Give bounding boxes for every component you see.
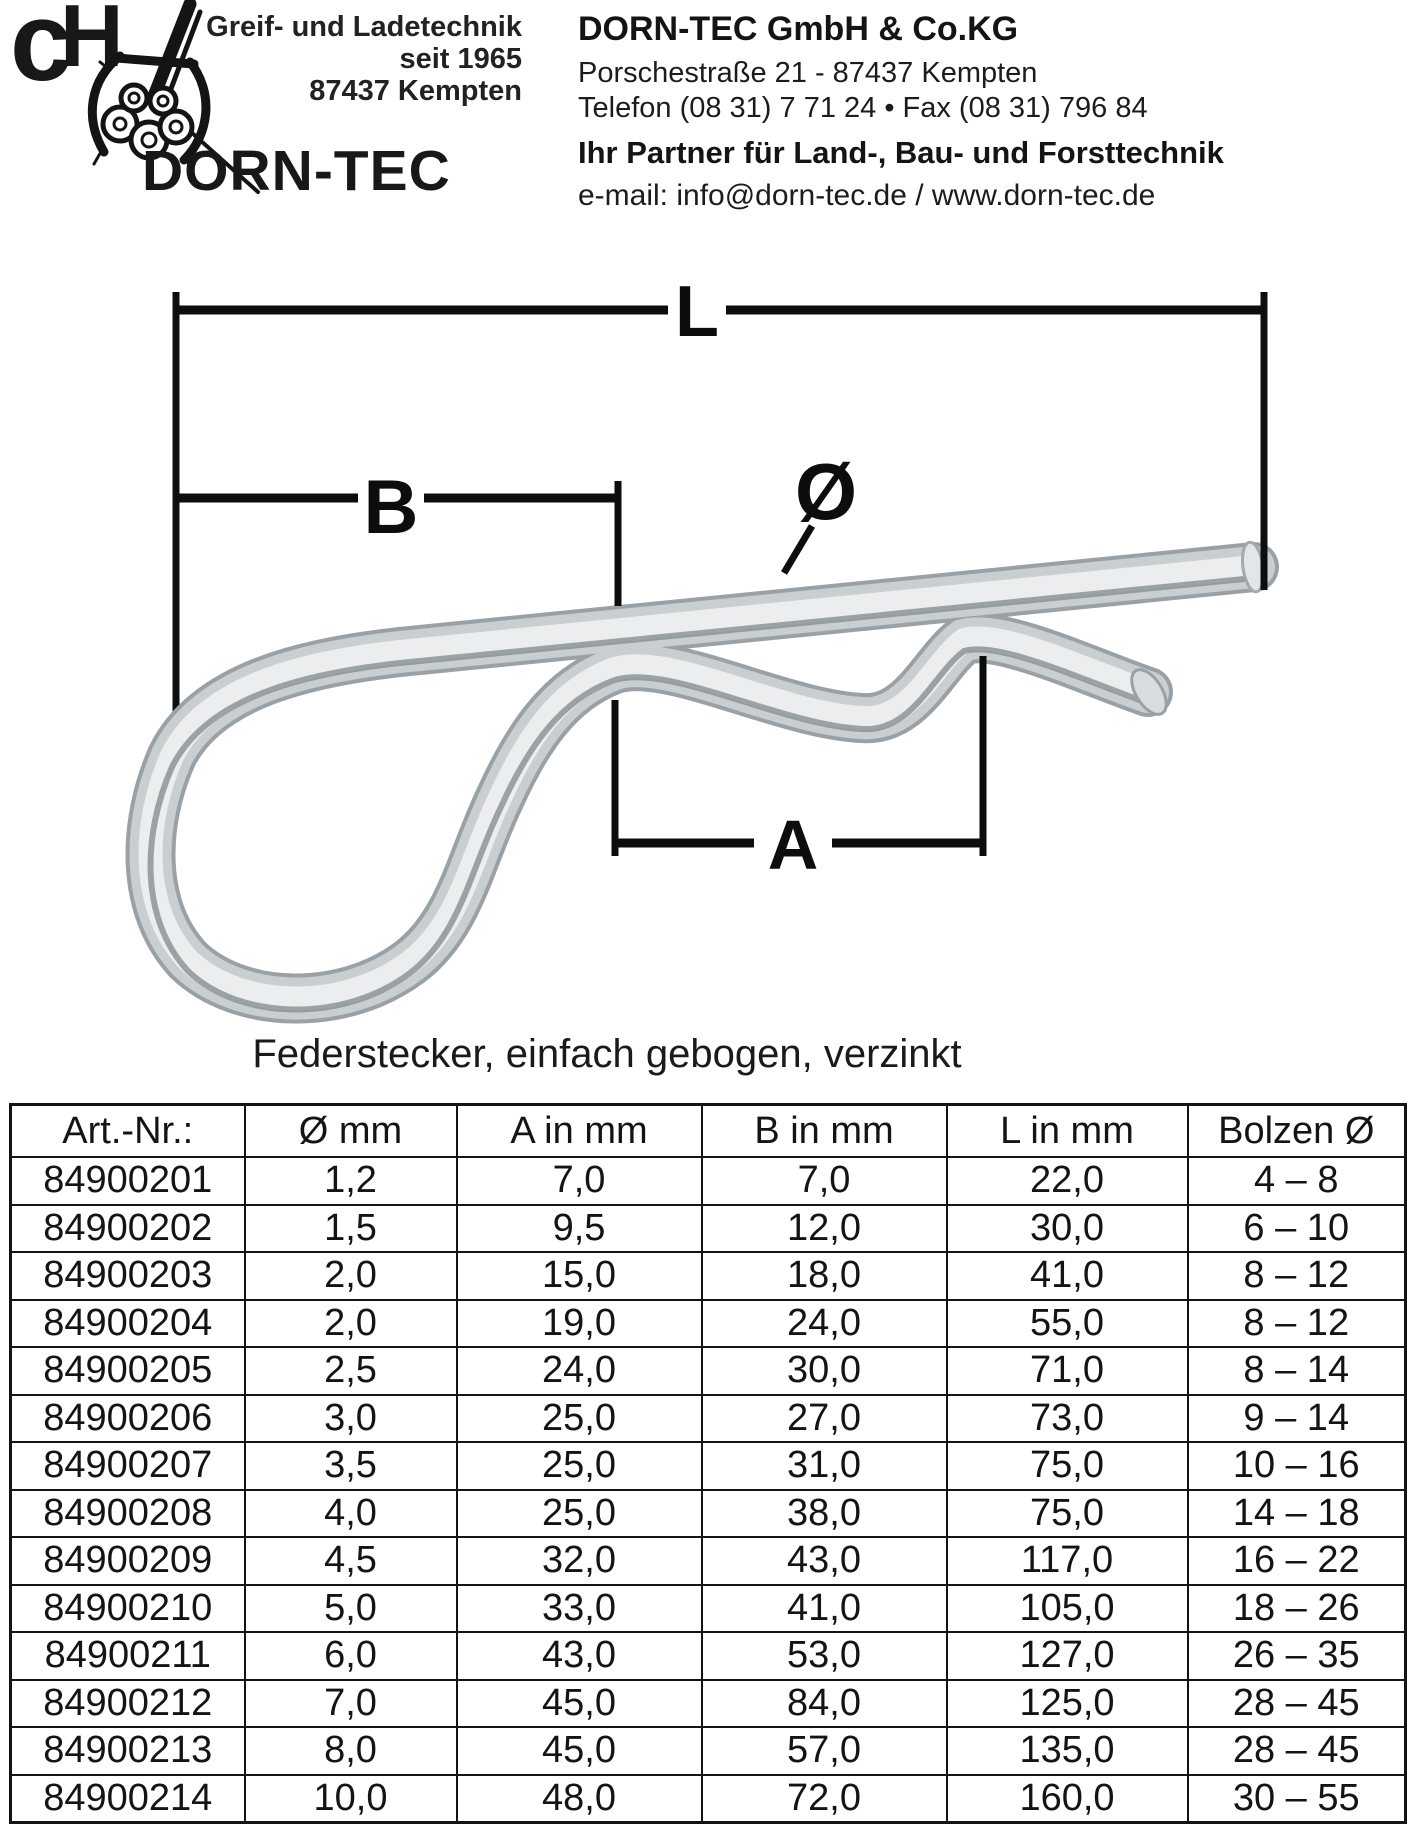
table-cell: 84900206 [11,1395,245,1443]
table-row [11,1205,1406,1253]
company-email-web: e-mail: info@dorn-tec.de / www.dorn-tec.de [578,179,1156,212]
table-cell: 33,0 [457,1585,702,1633]
table-cell: 41,0 [947,1252,1188,1300]
table-cell: 5,0 [245,1585,457,1633]
table-cell: 105,0 [947,1585,1188,1633]
company-phone-fax: Telefon (08 31) 7 71 24 • Fax (08 31) 796 84 [578,92,1148,124]
table-cell: 125,0 [947,1680,1188,1728]
table-cell: 84900212 [11,1680,245,1728]
column-header: L in mm [947,1105,1188,1158]
table-row [11,1157,1406,1205]
table-row [11,1585,1406,1633]
table-cell: 53,0 [702,1632,947,1680]
table-cell: 84900204 [11,1300,245,1348]
table-cell: 84900214 [11,1775,245,1823]
table-cell: 10 – 16 [1188,1442,1406,1490]
spec-table-body [11,1157,1406,1823]
brand-wordmark: DORN-TEC [142,139,451,203]
table-cell: 2,0 [245,1252,457,1300]
table-row [11,1347,1406,1395]
table-cell: 28 – 45 [1188,1727,1406,1775]
table-cell: 24,0 [457,1347,702,1395]
table-cell: 30,0 [947,1205,1188,1253]
table-cell: 84900208 [11,1490,245,1538]
table-cell: 1,2 [245,1157,457,1205]
table-cell: 25,0 [457,1442,702,1490]
table-cell: 7,0 [245,1680,457,1728]
tagline-line-1: Greif- und Ladetechnik [206,11,522,43]
table-cell: 28 – 45 [1188,1680,1406,1728]
column-header: B in mm [702,1105,947,1158]
table-cell: 22,0 [947,1157,1188,1205]
dimension-label-A: A [767,806,819,884]
table-cell: 32,0 [457,1537,702,1585]
company-name: DORN-TEC GmbH & Co.KG [578,10,1019,48]
table-cell: 12,0 [702,1205,947,1253]
table-cell: 84900210 [11,1585,245,1633]
table-cell: 84900201 [11,1157,245,1205]
table-cell: 7,0 [702,1157,947,1205]
table-row [11,1442,1406,1490]
column-header: Ø mm [245,1105,457,1158]
table-cell: 84900211 [11,1632,245,1680]
table-cell: 9,5 [457,1205,702,1253]
column-header: Art.-Nr.: [11,1105,245,1158]
table-cell: 84900202 [11,1205,245,1253]
table-cell: 57,0 [702,1727,947,1775]
table-cell: 8 – 12 [1188,1252,1406,1300]
table-cell: 84900209 [11,1537,245,1585]
company-address: Porschestraße 21 - 87437 Kempten [578,57,1038,89]
table-row [11,1490,1406,1538]
tagline-line-2: seit 1965 [399,42,522,75]
table-cell: 84900207 [11,1442,245,1490]
table-cell: 8,0 [245,1727,457,1775]
table-cell: 84,0 [702,1680,947,1728]
table-cell: 15,0 [457,1252,702,1300]
table-cell: 55,0 [947,1300,1188,1348]
table-cell: 9 – 14 [1188,1395,1406,1443]
table-cell: 30 – 55 [1188,1775,1406,1823]
table-cell: 72,0 [702,1775,947,1823]
table-cell: 41,0 [702,1585,947,1633]
table-cell: 2,0 [245,1300,457,1348]
dimension-label-L: L [675,272,719,352]
table-cell: 18 – 26 [1188,1585,1406,1633]
table-cell: 16 – 22 [1188,1537,1406,1585]
table-cell: 75,0 [947,1442,1188,1490]
monogram-letter-h: H [60,0,124,85]
table-cell: 1,5 [245,1205,457,1253]
table-cell: 43,0 [457,1632,702,1680]
table-cell: 45,0 [457,1727,702,1775]
table-row [11,1727,1406,1775]
table-cell: 73,0 [947,1395,1188,1443]
spec-table-header [11,1105,1406,1158]
cotter-pin-illustration [151,541,1267,1010]
table-cell: 6,0 [245,1632,457,1680]
company-slogan: Ihr Partner für Land-, Bau- und Forsttechnik [578,135,1224,170]
monogram-letter-c: c [10,0,73,104]
table-row [11,1300,1406,1348]
table-cell: 2,5 [245,1347,457,1395]
table-cell: 7,0 [457,1157,702,1205]
table-row [11,1252,1406,1300]
table-cell: 3,0 [245,1395,457,1443]
table-cell: 160,0 [947,1775,1188,1823]
table-cell: 3,5 [245,1442,457,1490]
dimension-label-diameter: Ø [794,447,858,536]
table-row [11,1680,1406,1728]
table-cell: 8 – 12 [1188,1300,1406,1348]
table-cell: 30,0 [702,1347,947,1395]
table-cell: 31,0 [702,1442,947,1490]
column-header: A in mm [457,1105,702,1158]
table-cell: 26 – 35 [1188,1632,1406,1680]
column-header: Bolzen Ø [1188,1105,1406,1158]
header-row [11,1105,1406,1158]
table-row [11,1537,1406,1585]
table-row [11,1632,1406,1680]
table-cell: 45,0 [457,1680,702,1728]
table-cell: 84900203 [11,1252,245,1300]
table-cell: 84900213 [11,1727,245,1775]
table-cell: 84900205 [11,1347,245,1395]
table-cell: 24,0 [702,1300,947,1348]
table-cell: 135,0 [947,1727,1188,1775]
table-cell: 25,0 [457,1490,702,1538]
table-cell: 38,0 [702,1490,947,1538]
table-cell: 4 – 8 [1188,1157,1406,1205]
table-row [11,1775,1406,1823]
table-cell: 10,0 [245,1775,457,1823]
table-cell: 127,0 [947,1632,1188,1680]
table-cell: 14 – 18 [1188,1490,1406,1538]
table-cell: 25,0 [457,1395,702,1443]
table-cell: 6 – 10 [1188,1205,1406,1253]
tagline-line-3: 87437 Kempten [309,74,522,107]
table-cell: 71,0 [947,1347,1188,1395]
table-row [11,1395,1406,1443]
spec-table [9,1103,1407,1824]
table-cell: 4,5 [245,1537,457,1585]
table-cell: 75,0 [947,1490,1188,1538]
table-cell: 4,0 [245,1490,457,1538]
table-cell: 19,0 [457,1300,702,1348]
table-cell: 27,0 [702,1395,947,1443]
table-cell: 43,0 [702,1537,947,1585]
table-cell: 117,0 [947,1537,1188,1585]
product-title: Federstecker, einfach gebogen, verzinkt [252,1032,962,1076]
table-cell: 18,0 [702,1252,947,1300]
dimension-label-B: B [363,465,419,550]
table-cell: 48,0 [457,1775,702,1823]
dimension-L [176,292,1264,590]
table-cell: 8 – 14 [1188,1347,1406,1395]
